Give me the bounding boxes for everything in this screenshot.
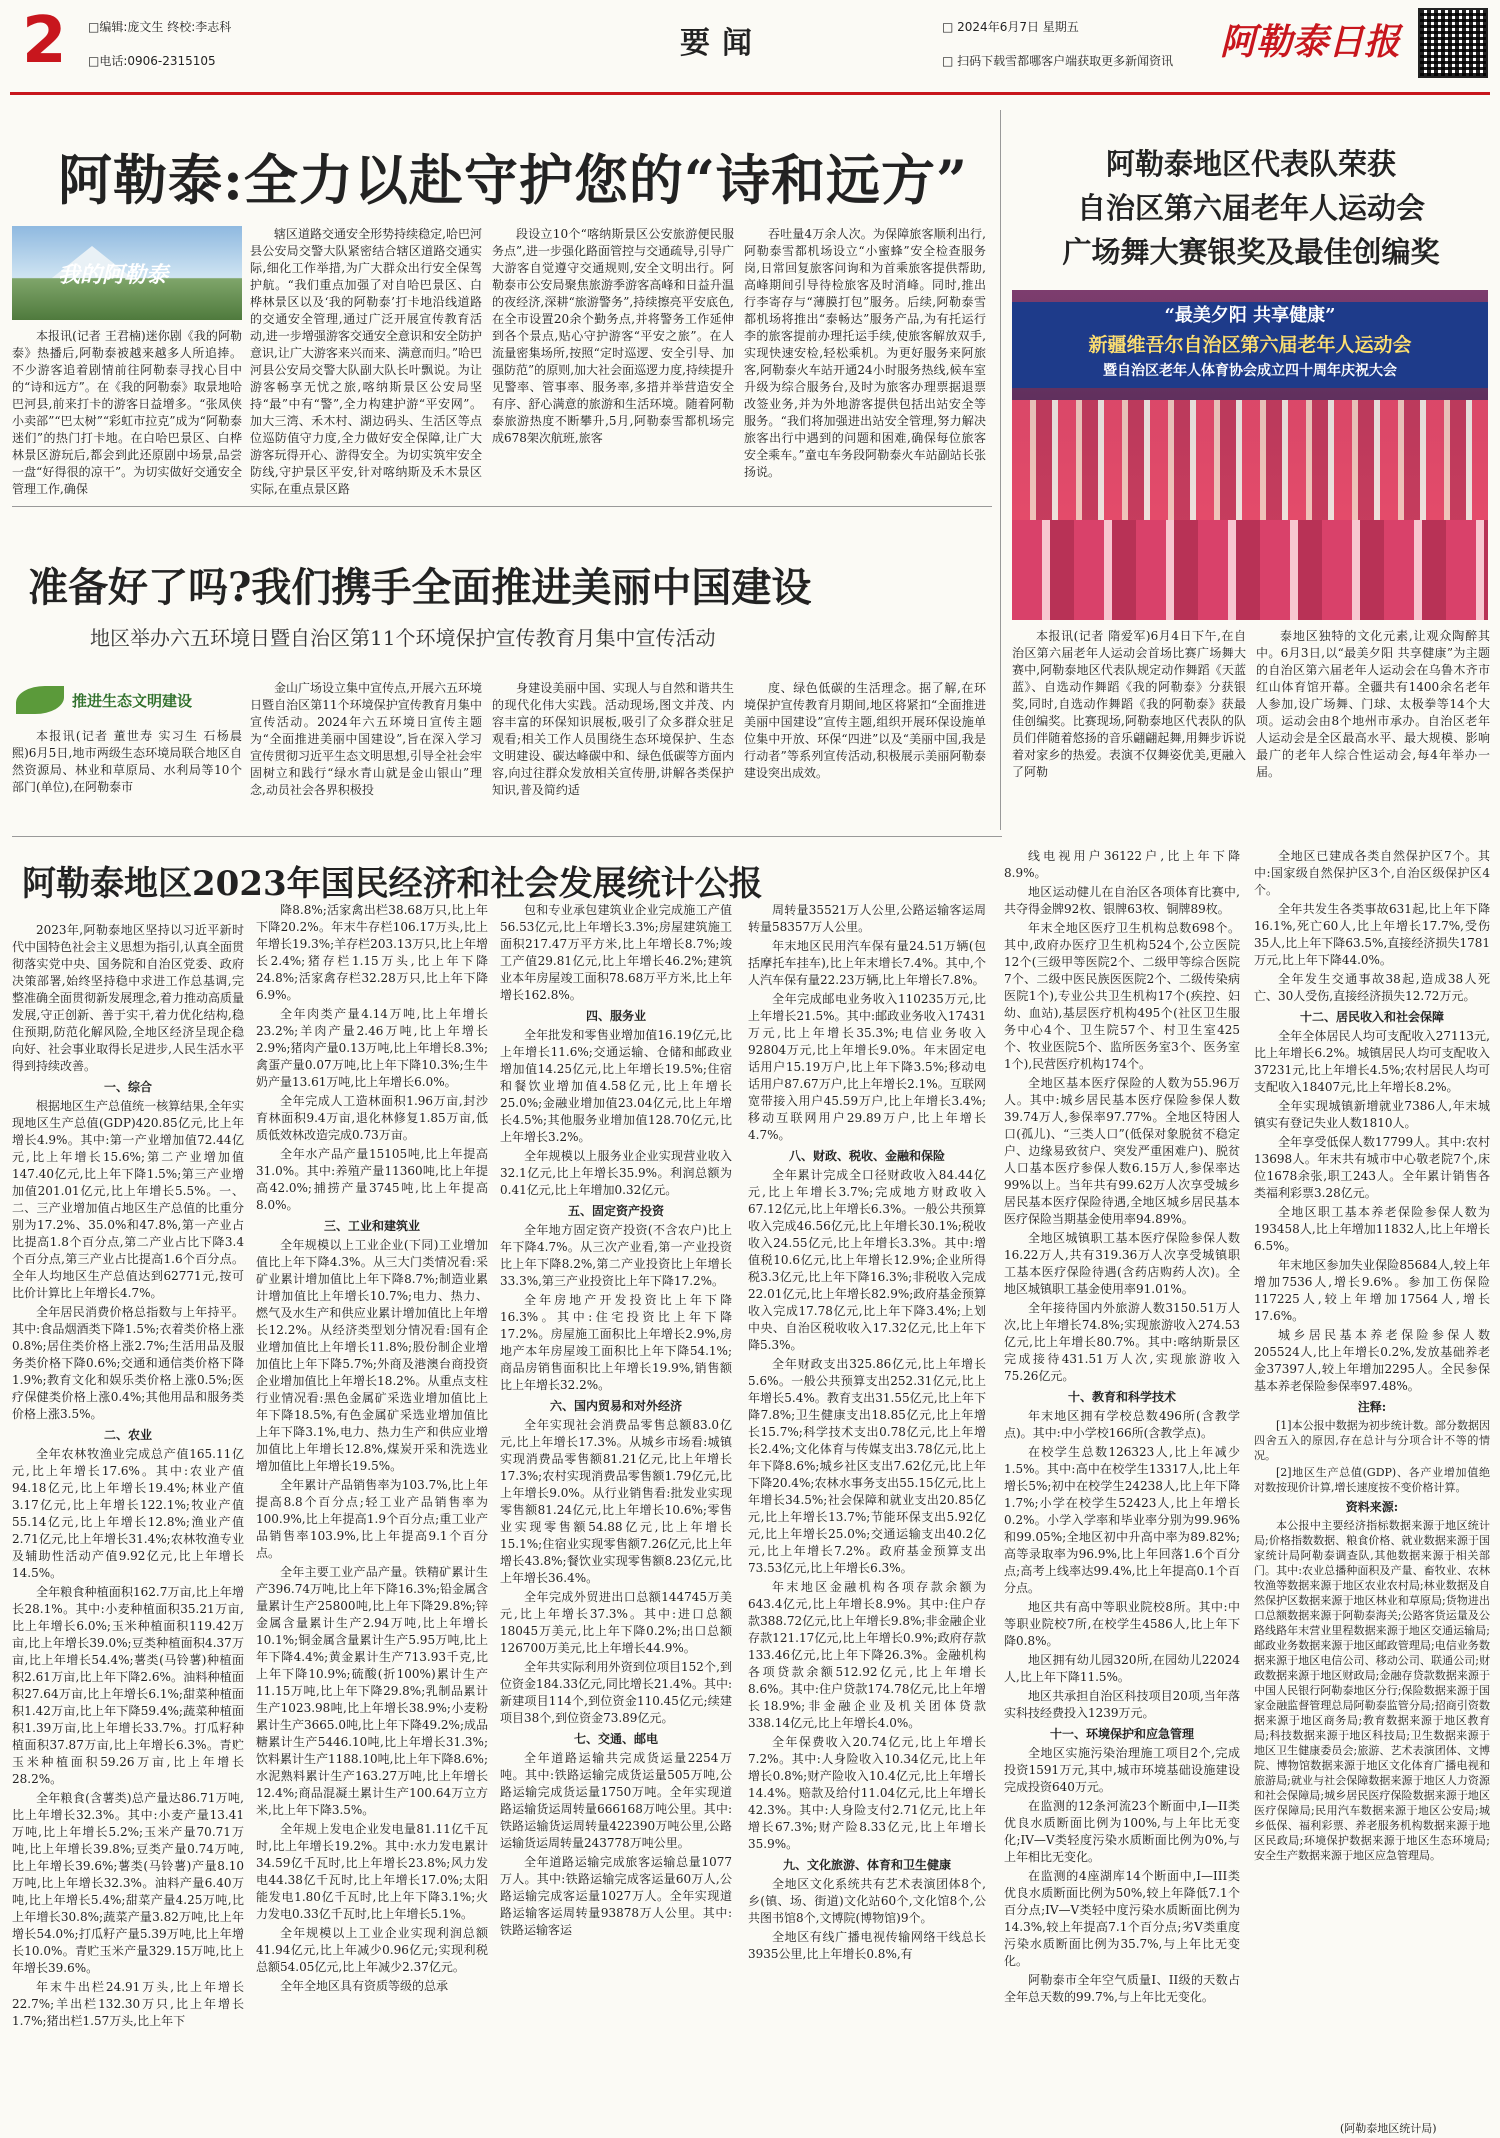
report-paragraph: 地区运动健儿在自治区各项体育比赛中,共夺得金牌92枚、银牌63枚、铜牌89枚。 xyxy=(1004,885,1240,916)
report-paragraph: 在监测的4座湖库14个断面中,I—III类优良水质断面比例为50%,较上年降低7.1个百分点;IV—V类轻中度污染水质断面比例为14.3%,较上年提高7.1个百分点;劣V类重度污染水质断面比例为35.7%,与上年比无变化。 xyxy=(1004,1869,1240,1968)
editor-line: □编辑:庞文生 终校:李志科 xyxy=(88,20,232,34)
report-paragraph: 包和专业承包建筑业企业完成施工产值56.53亿元,比上年增长3.3%;房屋建筑施工面积217.47万平方米,比上年增长8.7%;竣工产值29.81亿元,比上年增长46.2%;建筑业本年房屋竣工面积78.68万平方米,比上年增长162.8%。 xyxy=(500,903,732,1002)
story3-logo-text: 推进生态文明建设 xyxy=(72,692,193,710)
report-paragraph: 年末地区民用汽车保有量24.51万辆(包括摩托车挂车),比上年末增长7.4%。其中,个人汽车保有量22.23万辆,比上年增长7.8%。 xyxy=(748,939,986,987)
report-paragraph: 全年地方固定资产投资(不含农户)比上年下降4.7%。从三次产业看,第一产业投资比上年下降8.2%,第二产业投资比上年增长33.3%,第三产业投资比上年下降17.2%。 xyxy=(500,1223,732,1288)
report-paragraph: 全年粮食种植面积162.7万亩,比上年增长28.1%。其中:小麦种植面积35.21万亩,比上年增长6.0%;玉米种植面积119.42万亩,比上年增长39.0%;豆类种植面积4.37万亩,比上年增长54.4%;薯类(马铃薯)种植面积2.61万亩,比上年下降2.6%。油料种植面积27.64万亩,比上年增长6.1%;甜菜种植面积1.42万亩,比上年下降59.4%;蔬菜种植面积1.39万亩,比上年增长33.7%。打瓜籽种植面积37.87万亩,比上年增长6.3%。青贮玉米种植面积59.26万亩,比上年增长28.2%。 xyxy=(12,1585,244,1786)
report-paragraph: 全年粮食(含薯类)总产量达86.71万吨,比上年增长32.3%。其中:小麦产量13.41万吨,比上年增长5.2%;玉米产量70.71万吨,比上年增长39.8%;豆类产量0.74万吨,比上年增长39.6%;薯类(马铃薯)产量8.10万吨,比上年增长32.3%。油料产量6.40万吨,比上年增长5.4%;甜菜产量4.25万吨,比上年增长30.8%;蔬菜产量3.82万吨,比上年增长54.0%;打瓜籽产量5.39万吨,比上年增长10.0%。青贮玉米产量329.15万吨,比上年增长39.6%。 xyxy=(12,1791,244,1975)
story3-col1: 本报讯(记者 董世寿 实习生 石杨晨熙)6月5日,地市两级生态环境局联合地区自然资源局、林业和草原局、水利局等10个部门(单位),在阿勒泰市 xyxy=(12,729,242,794)
story4-source: (阿勒泰地区统计局) xyxy=(1340,2122,1437,2135)
story2-col2: 泰地区独特的文化元素,让观众陶醉其中。6月3日,以“最美夕阳 共享健康”为主题的自治区第六届老年人运动会在乌鲁木齐市红山体育馆开幕。全疆共有1400余名老年人参加,设广场舞、门球、太极拳等14个大项。运动会由8个地州市承办。自治区老年人运动会是全区最高水平、最大规模、影响最广的老年人综合性运动会,每4年举办一届。 xyxy=(1256,629,1490,779)
report-paragraph: 在校学生总数126323人,比上年减少1.5%。其中:高中在校学生13317人,比上年增长5%;初中在校学生24238人,比上年下降1.7%;小学在校学生52423人,比上年增长0.2%。小学入学率和毕业率分别为99.96%和99.05%;全地区初中升高中率为89.82%;高等录取率为96.9%,比上年回落1.6个百分点;高考上线率达99.4%,比上年提高0.1个百分点。 xyxy=(1004,1445,1240,1595)
story4-top-rule xyxy=(12,836,1002,837)
story3-logo xyxy=(12,680,242,720)
leaf-icon xyxy=(16,686,64,714)
report-paragraph: 全年规模以上工业企业实现利润总额41.94亿元,比上年减少0.96亿元;实现利税总额54.05亿元,比上年减少2.37亿元。 xyxy=(256,1926,488,1974)
story2-headline-line2: 自治区第六届老年人运动会 xyxy=(1076,191,1425,225)
section-heading: 十、教育和科学技术 xyxy=(1067,1390,1176,1404)
report-paragraph: 在监测的12条河流23个断面中,I—II类优良水质断面比例为100%,与上年比无变化;IV—V类轻度污染水质断面比例为0%,与上年相比无变化。 xyxy=(1004,1799,1240,1864)
story3-top-rule xyxy=(12,506,992,507)
section-heading: 注释: xyxy=(1357,1400,1387,1414)
section-heading: 九、文化旅游、体育和卫生健康 xyxy=(782,1858,951,1872)
report-paragraph: 全年肉类产量4.14万吨,比上年增长23.2%;羊肉产量2.46万吨,比上年增长2.9%;猪肉产量0.13万吨,比上年增长8.3%;禽蛋产量0.07万吨,比上年下降10.3%;生牛奶产量13.61万吨,比上年增长6.0%。 xyxy=(256,1007,488,1089)
report-paragraph: 全年水产品产量15105吨,比上年提高31.0%。其中:养殖产量11360吨,比上年提高42.0%;捕捞产量3745吨,比上年提高8.0%。 xyxy=(256,1147,488,1212)
report-paragraph: 全地区文化系统共有艺术表演团体8个,乡(镇、场、街道)文化站60个,文化馆8个,公共图书馆8个,文博院(博物馆)9个。 xyxy=(748,1877,986,1925)
section-heading: 四、服务业 xyxy=(585,1009,646,1023)
story1-col3: 段设立10个“喀纳斯景区公安旅游便民服务点”,进一步强化路面管控与交通疏导,引导广大游客自觉遵守交通规则,安全文明出行。阿勒泰市公安局聚焦旅游季游客高峰和日益升温的夜经济,深耕“旅游警务”,持续擦亮平安底色,在全市设置20余个勤务点,并将警务工作延伸到各个景点,贴心守护游客“平安之旅”。在人流量密集场所,按照“定时巡逻、安全引导、加强防范”的原则,加大社会面巡逻力度,持续提升见警率、管事率、服务率,多措并举营造安全有序、舒心满意的旅游和生活环境。随着阿勒泰旅游热度不断攀升,5月,阿勒泰雪都机场完成678架次航班,旅客 xyxy=(492,227,734,445)
report-paragraph: 阿勒泰市全年空气质量I、II级的天数占全年总天数的99.7%,与上年比无变化。 xyxy=(1004,1973,1240,2004)
paper-name: 阿勒泰日报 xyxy=(1220,21,1401,63)
report-paragraph: 年末全地区医疗卫生机构总数698个。其中,政府办医疗卫生机构524个,公立医院12个(三级甲等医院2个、二级甲等综合医院7个、二级中医民族医医院2个、二级传染病医院1个),专业公共卫生机构17个(疾控、妇幼、血站),基层医疗机构495个(社区卫生服务中心4个、卫生院57个、村卫生室425个、牧业医院5个、监所医务室3个、医务室1个),民营医疗机构174个。 xyxy=(1004,921,1240,1071)
story3-headline: 准备好了吗?我们携手全面推进美丽中国建设 xyxy=(28,564,812,611)
report-paragraph: 全年房地产开发投资比上年下降16.3%。其中:住宅投资比上年下降17.2%。房屋施工面积比上年增长2.9%,房地产本年房屋竣工面积比上年下降54.1%;商品房销售面积比上年增长19.9%,销售额比上年增长32.2%。 xyxy=(500,1293,732,1392)
section-heading: 二、农业 xyxy=(103,1428,152,1442)
story2-col1: 本报讯(记者 隋爱军)6月4日下午,在自治区第六届老年人运动会首场比赛广场舞大赛中,阿勒泰地区代表队规定动作舞蹈《天蓝蓝》、自选动作舞蹈《我的阿勒泰》分获银奖,同时,自选动作舞蹈《我的阿勒泰》获最佳创编奖。比赛现场,阿勒泰地区代表队的队员们伴随着悠扬的音乐翩翩起舞,用舞步诉说着对家乡的热爱。表演不仅舞姿优美,更融入了阿勒 xyxy=(1012,629,1246,779)
scan-line: □ 扫码下载雪都哪客户端获取更多新闻资讯 xyxy=(942,54,1174,68)
report-paragraph: 全地区已建成各类自然保护区7个。其中:国家级自然保护区3个,自治区级保护区4个。 xyxy=(1254,849,1490,897)
report-paragraph: 全年累计产品销售率为103.7%,比上年提高8.8个百分点;轻工业产品销售率为100.9%,比上年提高1.9个百分点;重工业产品销售率103.9%,比上年提高9.1个百分点。 xyxy=(256,1478,488,1560)
report-paragraph: 全年发生交通事故38起,造成38人死亡、30人受伤,直接经济损失12.72万元。 xyxy=(1254,972,1490,1003)
report-paragraph: 地区拥有幼儿园320所,在园幼儿22024人,比上年下降11.5%。 xyxy=(1004,1653,1240,1684)
section-heading: 十一、环境保护和应急管理 xyxy=(1049,1727,1194,1741)
story1-col2: 辖区道路交通安全形势持续稳定,哈巴河县公安局交警大队紧密结合辖区道路交通实际,细化工作举措,为广大群众出行安全保驾护航。“我们重点加强了对自哈巴景区、白桦林景区以及‘我的阿勒泰’打卡地沿线道路的交通安全管理,通过广泛开展宣传教育活动,进一步增强游客交通安全意识和安全防护意识,让广大游客来兴而来、满意而归。”哈巴河县公安局交警大队副大队长叶飘说。为让游客畅享无忧之旅,喀纳斯景区公安局坚持“最”中有“警”,全力构建护游“平安网”。加大三湾、禾木村、湖边码头、生活区等点位巡防值守力度,全力做好安全保障,让广大游客玩得开心、游得安全。为切实筑牢安全防线,守护景区平安,针对喀纳斯及禾木景区实际,在重点景区路 xyxy=(250,227,482,496)
report-paragraph: 周转量35521万人公里,公路运输客运周转量58357万人公里。 xyxy=(748,903,986,934)
report-paragraph: 年末地区参加失业保险85684人,较上年增加7536人,增长9.6%。参加工伤保险117225人,较上年增加17564人,增长17.6%。 xyxy=(1254,1258,1490,1323)
report-paragraph: 全地区有线广播电视传输网络干线总长3935公里,比上年增长0.8%,有 xyxy=(748,1930,986,1961)
phone-line: □电话:0906-2315105 xyxy=(88,54,216,68)
report-paragraph: 全年完成人工造林面积1.96万亩,封沙育林面积9.4万亩,退化林修复1.85万亩,低质低效林改造完成0.73万亩。 xyxy=(256,1094,488,1142)
section-heading: 三、工业和建筑业 xyxy=(323,1219,420,1233)
banner xyxy=(1012,302,1488,388)
report-paragraph: 全地区实施污染治理施工项目2个,完成投资1591万元,其中,城市环境基础设施建设完成投资640万元。 xyxy=(1004,1746,1240,1794)
story4-col4 xyxy=(748,902,986,2134)
report-paragraph: 全年农林牧渔业完成总产值165.11亿元,比上年增长17.6%。其中:农业产值94.18亿元,比上年增长19.4%;林业产值3.17亿元,比上年增长122.1%;牧业产值55.14亿元,比上年增长12.8%;渔业产值2.71亿元,比上年增长31.4%;农林牧渔专业及辅助性活动产值9.92亿元,比上年增长14.5%。 xyxy=(12,1447,244,1580)
story4-headline: 阿勒泰地区2023年国民经济和社会发展统计公报 xyxy=(22,864,763,904)
report-paragraph: 全年实现社会消费品零售总额83.0亿元,比上年增长17.3%。从城乡市场看:城镇实现消费品零售额81.21亿元,比上年增长17.3%;农村实现消费品零售额1.79亿元,比上年增长9.0%。从行业销售看:批发业实现零售额81.24亿元,比上年增长10.6%;零售业实现零售额54.88亿元,比上年增长15.1%;住宿业实现零售额7.26亿元,比上年增长43.8%;餐饮业实现零售额8.23亿元,比上年增长36.4%。 xyxy=(500,1418,732,1585)
story3-col3: 身建设美丽中国、实现人与自然和谐共生的现代化伟大实践。活动现场,图文并茂、内容丰富的环保知识展板,吸引了众多群众驻足观看;相关工作人员围绕生态环境保护、生态文明建设、碳达峰碳中和、绿色低碳等方面内容,向过往群众发放相关宣传册,讲解各类保护知识,普及简约适 xyxy=(492,681,734,797)
section-title: 要闻 xyxy=(680,26,764,61)
note-paragraph: [2]地区生产总值(GDP)、各产业增加值绝对数按现价计算,增长速度按不变价格计算。 xyxy=(1254,1466,1490,1494)
story2-photo xyxy=(1012,290,1488,620)
story4-col2 xyxy=(256,902,488,2134)
banner-line2: 新疆维吾尔自治区第六届老年人运动会 xyxy=(1088,334,1412,356)
page-number: 2 xyxy=(22,4,67,78)
story3-subhead: 地区举办六五环境日暨自治区第11个环境保护宣传教育月集中宣传活动 xyxy=(90,626,716,650)
banner-line1: “最美夕阳 共享健康” xyxy=(1164,305,1336,326)
story3-col4: 度、绿色低碳的生活理念。据了解,在环境保护宣传教育月期间,地区将紧扣“全面推进美丽中国建设”宣传主题,组织开展环保设施单位集中开放、环保“四进”以及“美丽中国,我是行动者”等系列宣传活动,积极展示美丽阿勒泰建设突出成效。 xyxy=(744,681,986,780)
report-paragraph: 地区共有高中等职业院校8所。其中:中等职业院校7所,在校学生4586人,比上年下降0.8%。 xyxy=(1004,1600,1240,1648)
report-paragraph: 根据地区生产总值统一核算结果,全年实现地区生产总值(GDP)420.85亿元,比上年增长4.9%。其中:第一产业增加值72.44亿元,比上年增长15.6%;第二产业增加值147.40亿元,比上年下降1.5%;第三产业增加值201.01亿元,比上年增长5.5%。一、二、三产业增加值占地区生产总值的比重分别为17.2%、35.0%和47.8%,第一产业占比提高1.8个百分点,第二产业占比下降3.4个百分点,第三产业占比提高1.6个百分点。全年人均地区生产总值达到62771元,按可比价计算比上年增长4.7%。 xyxy=(12,1099,244,1300)
report-paragraph: 全年规上发电企业发电量81.11亿千瓦时,比上年增长19.2%。其中:水力发电累计34.59亿千瓦时,比上年增长23.8%;风力发电44.38亿千瓦时,比上年增长17.0%;太阳能发电1.80亿千瓦时,比上年下降3.1%;火力发电0.33亿千瓦时,比上年增长5.1%。 xyxy=(256,1822,488,1921)
report-paragraph: 年末牛出栏24.91万头,比上年增长22.7%;羊出栏132.30万只,比上年增长1.7%;猪出栏1.57万头,比上年下 xyxy=(12,1980,244,2028)
report-paragraph: 全年规模以上服务业企业实现营业收入32.1亿元,比上年增长35.9%。利润总额为0.41亿元,比上年增加0.32亿元。 xyxy=(500,1149,732,1197)
report-paragraph: 全年规模以上工业企业(下同)工业增加值比上年下降4.3%。从三大门类情况看:采矿业累计增加值比上年下降8.7%;制造业累计增加值比上年增长10.7%;电力、热力、燃气及水生产和供应业累计增加值比上年增长12.2%。从经济类型划分情况看:国有企业增加值比上年增长11.8%;股份制企业增加值比上年下降5.7%;外商及港澳台商投资企业增加值比上年增长18.2%。从重点支柱行业情况看:黑色金属矿采选业增加值比上年下降18.5%,有色金属矿采选业增加值比上年下降3.1%,电力、热力生产和供应业增加值比上年增长12.8%,煤炭开采和洗选业增加值比上年增长19.5%。 xyxy=(256,1238,488,1473)
report-paragraph: 全年共发生各类事故631起,比上年下降16.1%,死亡60人,比上年增长17.7%,受伤35人,比上年下降63.5%,直接经济损失1781万元,比上年下降44.0%。 xyxy=(1254,902,1490,967)
story4-col6 xyxy=(1254,848,1490,2118)
report-paragraph: 全地区基本医疗保险的人数为55.96万人。其中:城乡居民基本医疗保险参保人数39.74万人,参保率97.77%。全地区特困人口(孤儿)、“三类人口”(低保对象脱贫不稳定户、边缘易致贫户、突发严重困难户)、脱贫人口基本医疗参保人数6.15万人,参保率达99%以上。当年共有99.62万人次享受城乡居民基本医疗保险待遇,全地区城乡居民基本医疗保险当期基金使用率94.89%。 xyxy=(1004,1076,1240,1226)
report-paragraph: 全年道路运输完成旅客运输总量1077万人。其中:铁路运输完成客运量60万人,公路运输完成客运量1027万人。全年实现道路运输客运周转量93878万人公里。其中:铁路运输客运 xyxy=(500,1855,732,1937)
report-paragraph: 全年道路运输共完成货运量2254万吨。其中:铁路运输完成货运量505万吨,公路运输完成货运量1750万吨。全年实现道路运输货运周转量666168万吨公里。其中:铁路运输货运周转量422390万吨公里,公路运输货运周转量243778万吨公里。 xyxy=(500,1751,732,1850)
report-paragraph: 全年累计完成全口径财政收入84.44亿元,比上年增长3.7%;完成地方财政收入67.12亿元,比上年增长6.3%。一般公共预算收入完成46.56亿元,比上年增长30.1%;税收收入24.55亿元,比上年增长3.3%。其中:增值税10.6亿元,比上年增长12.9%;企业所得税3.3亿元,比上年下降16.3%;非税收入完成22.01亿元,比上年增长82.9%;政府基金预算收入完成17.78亿元,比上年下降3.4%;上划中央、自治区税收收入17.32亿元,比上年下降5.3%。 xyxy=(748,1168,986,1352)
note-paragraph: [1]本公报中数据为初步统计数。部分数据因四舍五入的原因,存在总计与分项合计不等的情况。 xyxy=(1254,1419,1490,1462)
report-paragraph: 城乡居民基本养老保险参保人数205524人,比上年增长0.2%,发放基础养老金37397人,较上年增加2295人。全民参保基本养老保险参保率97.48%。 xyxy=(1254,1328,1490,1393)
report-paragraph: 全年批发和零售业增加值16.19亿元,比上年增长11.6%;交通运输、仓储和邮政业增加值14.25亿元,比上年增长19.5%;住宿和餐饮业增加值4.58亿元,比上年增长25.0%;金融业增加值23.04亿元,比上年增长4.5%;其他服务业增加值128.70亿元,比上年增长3.2%。 xyxy=(500,1028,732,1144)
report-paragraph: 年末地区金融机构各项存款余额为643.4亿元,比上年增长8.9%。其中:住户存款388.72亿元,比上年增长9.8%;非金融企业存款121.17亿元,比上年增长0.9%;政府存款133.46亿元,比上年下降26.3%。金融机构各项贷款余额512.92亿元,比上年增长8.6%。其中:住户贷款174.78亿元,比上年增长18.9%;非金融企业及机关团体贷款338.14亿元,比上年增长4.0%。 xyxy=(748,1580,986,1730)
section-heading: 八、财政、税收、金融和保险 xyxy=(788,1149,945,1163)
section-heading: 五、固定资产投资 xyxy=(567,1204,664,1218)
story4-col1 xyxy=(12,922,244,2134)
report-paragraph: 全年主要工业产品产量。铁精矿累计生产396.74万吨,比上年下降16.3%;铅金属含量累计生产25800吨,比上年下降29.8%;锌金属含量累计生产2.94万吨,比上年增长10.1%;铜金属含量累计生产5.95万吨,比上年下降4.4%;黄金累计生产713.93千克,比上年下降10.9%;硫酸(折100%)累计生产11.15万吨,比上年下降29.8%;乳制品累计生产1023.98吨,比上年增长38.9%;小麦粉累计生产3665.0吨,比上年下降49.2%;成品糖累计生产5446.10吨,比上年增长31.3%;饮料累计生产1188.10吨,比上年下降8.6%;水泥熟料累计生产163.27万吨,比上年增长12.4%;商品混凝土累计生产100.64万立方米,比上年下降3.5%。 xyxy=(256,1565,488,1817)
section-heading: 一、综合 xyxy=(103,1080,152,1094)
report-paragraph: 全年完成邮电业务收入110235万元,比上年增长21.5%。其中:邮政业务收入17431万元,比上年增长35.3%;电信业务收入92804万元,比上年增长9.0%。年末固定电话用户15.19万户,比上年下降3.5%;移动电话用户87.67万户,比上年增长2.1%。互联网宽带接入用户45.59万户,比上年增长3.4%;移动互联网用户29.89万户,比上年增长4.7%。 xyxy=(748,992,986,1142)
story1-headline: 阿勒泰:全力以赴守护您的“诗和远方” xyxy=(58,148,969,212)
report-paragraph: 全年居民消费价格总指数与上年持平。其中:食品烟酒类下降1.5%;衣着类价格上涨0.8%;居住类价格上涨2.7%;生活用品及服务类价格下降0.6%;交通和通信类价格下降1.9%;教育文化和娱乐类价格上涨0.5%;医疗保健类价格上涨0.4%;其他用品和服务类价格上涨3.5%。 xyxy=(12,1305,244,1421)
report-paragraph: 全年全体居民人均可支配收入27113元,比上年增长6.2%。城镇居民人均可支配收入37231元,比上年增长4.5%;农村居民人均可支配收入18407元,比上年增长8.2%。 xyxy=(1254,1029,1490,1094)
report-paragraph: 全年实现城镇新增就业7386人,年末城镇实有登记失业人数1810人。 xyxy=(1254,1099,1490,1130)
section-heading: 十二、居民收入和社会保障 xyxy=(1299,1010,1444,1024)
report-paragraph: 全年财政支出325.86亿元,比上年增长5.6%。一般公共预算支出252.31亿元,比上年增长5.4%。教育支出31.55亿元,比上年下降7.8%;卫生健康支出18.85亿元,比上年增长15.7%;科学技术支出0.78亿元,比上年增长2.4%;文化体育与传媒支出3.78亿元,比上年下降8.6%;城乡社区支出7.62亿元,比上年下降20.4%;农林水事务支出55.15亿元,比上年增长34.5%;社会保障和就业支出20.85亿元,比上年增长13.7%;节能环保支出5.92亿元,比上年增长25.0%;交通运输支出40.2亿元,比上年增长7.2%。政府基金预算支出73.53亿元,比上年增长6.3%。 xyxy=(748,1357,986,1575)
date-line: □ 2024年6月7日 星期五 xyxy=(942,20,1079,34)
story3-col2: 金山广场设立集中宣传点,开展六五环境日暨自治区第11个环境保护宣传教育月集中宣传活动。2024年六五环境日宣传主题为“全面推进美丽中国建设”,旨在深入学习宣传贯彻习近平生态文明思想,引导全社会牢固树立和践行“绿水青山就是金山银山”理念,动员社会各界积极投 xyxy=(250,681,482,797)
report-paragraph: 地区共承担自治区科技项目20项,当年落实科技经费投入1239万元。 xyxy=(1004,1689,1240,1720)
report-paragraph: 年末地区拥有学校总数496所(含教学点)。其中:中小学校166所(含教学点)。 xyxy=(1004,1409,1240,1440)
report-paragraph: 全年全地区具有资质等级的总承 xyxy=(280,1979,449,1993)
note-paragraph: 本公报中主要经济指标数据来源于地区统计局;价格指数数据、粮食价格、就业数据来源于国家统计局阿勒泰调查队,其他数据来源于相关部门。其中:农业总播种面积及产量、畜牧业、农林牧渔等数据来源于地区农业农村局;林业数据及自然保护区数据来源于地区林业和草原局;货物进出口总额数据来源于阿勒泰海关;公路客货运量及公路线路年末营业里程数据来源于地区交通运输局;邮政业务数据来源于地区邮政管理局;电信业务数据来源于地区电信公司、移动公司、联通公司;财政数据来源于地区财政局;金融存贷款数据来源于中国人民银行阿勒泰地区分行;保险数据来源于国家金融监督管理总局阿勒泰监管分局;招商引资数据来源于地区商务局;教育数据来源于地区教育局;科技数据来源于地区科技局;卫生数据来源于地区卫生健康委员会;旅游、艺术表演团体、文博院、博物馆数据来源于地区文化体育广播电视和旅游局;就业与社会保障数据来源于地区人力资源和社会保障局;城乡居民医疗保险数据来源于地区医疗保障局;民用汽车数据来源于地区公安局;城乡低保、福利彩票、养老服务机构数据来源于地区民政局;环境保护数据来源于地区生态环境局;安全生产数据来源于地区应急管理局。 xyxy=(1254,1519,1490,1862)
report-paragraph: 全年享受低保人数17799人。其中:农村13698人。年末共有城市中心敬老院7个,床位1678余张,职工243人。全年累计销售各类福利彩票3.28亿元。 xyxy=(1254,1135,1490,1200)
report-paragraph: 全年保费收入20.74亿元,比上年增长7.2%。其中:人身险收入10.34亿元,比上年增长0.8%;财产险收入10.4亿元,比上年增长14.4%。赔款及给付11.04亿元,比上年增长42.3%。其中:人身险支付2.71亿元,比上年增长67.3%;财产险8.33亿元,比上年增长35.9%。 xyxy=(748,1735,986,1851)
report-paragraph: 全地区职工基本养老保险参保人数为193458人,比上年增加11832人,比上年增长6.5%。 xyxy=(1254,1205,1490,1253)
banner-line3: 暨自治区老年人体育协会成立四十周年庆祝大会 xyxy=(1103,363,1397,379)
story1-logo-text: 我的阿勒泰 xyxy=(58,262,169,288)
story1-col4: 吞吐量4万余人次。为保障旅客顺利出行,阿勒泰雪都机场设立“小蜜蜂”安全检查服务岗,日常回复旅客问询和为首乘旅客提供帮助,高峰期间引导待检旅客及时消峰。同时,推出行李寄存与“薄膜打包”服务。后续,阿勒泰雪都机场将推出“泰畅达”服务产品,为有托运行李的旅客提前办理托运手续,使旅客解放双手,实现快速安检,轻松乘机。为更好服务来阿旅客,阿勒泰火车站开通24小时服务热线,候车室升级为综合服务台,及时为旅客办理票据退票改签业务,并为外地游客提供包括出站安全等服务。“我们将加强进出站安全管理,努力解决旅客出行中遇到的问题和困难,确保每位旅客安全乘车。”童屯车务段阿勒泰火车站副站长张扬说。 xyxy=(744,227,986,479)
report-paragraph: 2023年,阿勒泰地区坚持以习近平新时代中国特色社会主义思想为指引,认真全面贯彻落实党中央、国务院和自治区党委、政府决策部署,始终坚持稳中求进工作总基调,完整准确全面贯彻新发展理念,着力推动高质量发展,守正创新、善于实干,着力优化结构,稳住预期,防范化解风险,全地区经济呈现企稳向好、社会事业取得长足进步,人民生活水平得到持续改善。 xyxy=(12,923,244,1073)
report-paragraph: 线电视用户36122户,比上年下降8.9%。 xyxy=(1004,849,1240,880)
story2-divider xyxy=(1000,110,1001,830)
report-paragraph: 全年共实际利用外资到位项目152个,到位资金184.33亿元,同比增长21.4%。其中:新建项目114个,到位资金110.45亿元;续建项目38个,到位资金73.89亿元。 xyxy=(500,1660,732,1725)
story1-col1: 本报讯(记者 王君楠)迷你剧《我的阿勒泰》热播后,阿勒泰被越来越多人所追捧。不少游客追着剧情前往阿勒泰寻找心目中的“诗和远方”。在《我的阿勒泰》取景地哈巴河县,前来打卡的游客日益增多。“张凤侠小卖部”“巴太树”“彩虹市拉克”成为“阿勒泰迷们”的热门打卡地。在白哈巴景区、白桦林景区游玩后,都会到此还原剧中场景,品尝一盘“好得很的凉干”。为切实做好交通安全管理工作,确保 xyxy=(12,329,242,496)
section-heading: 六、国内贸易和对外经济 xyxy=(549,1399,682,1413)
story2-headline xyxy=(1012,142,1490,274)
story4-col3 xyxy=(500,902,732,2134)
report-paragraph: 全地区城镇职工基本医疗保险参保人数16.22万人,共有319.36万人次享受城镇职工基本医疗保险待遇(含药店购药人次)。全地区城镇职工基金使用率91.01%。 xyxy=(1004,1231,1240,1296)
story2-headline-line3: 广场舞大赛银奖及最佳创编奖 xyxy=(1062,235,1440,269)
report-paragraph: 降8.8%;活家禽出栏38.68万只,比上年下降20.2%。年末牛存栏106.17万头,比上年增长19.3%;羊存栏203.13万只,比上年增长2.4%;猪存栏1.15万头,比上年下降24.8%;活家禽存栏32.28万只,比上年下降6.9%。 xyxy=(256,903,488,1002)
section-heading: 七、交通、邮电 xyxy=(573,1732,658,1746)
story2-headline-line1: 阿勒泰地区代表队荣获 xyxy=(1105,147,1396,181)
qr-code-icon[interactable] xyxy=(1418,8,1488,78)
masthead-rule xyxy=(10,92,1490,95)
story1-logo xyxy=(12,226,242,320)
section-heading: 资料来源: xyxy=(1345,1500,1399,1514)
story4-col5 xyxy=(1004,848,1240,2134)
report-paragraph: 全年完成外贸进出口总额144745万美元,比上年增长37.3%。其中:进口总额18045万美元,比上年下降0.2%;出口总额126700万美元,比上年增长44.9%。 xyxy=(500,1590,732,1655)
performers-front xyxy=(1012,520,1488,620)
report-paragraph: 全年接待国内外旅游人数3150.51万人次,比上年增长74.8%;实现旅游收入274.53亿元,比上年增长80.7%。其中:喀纳斯景区完成接待431.51万人次,实现旅游收入75.26亿元。 xyxy=(1004,1301,1240,1383)
